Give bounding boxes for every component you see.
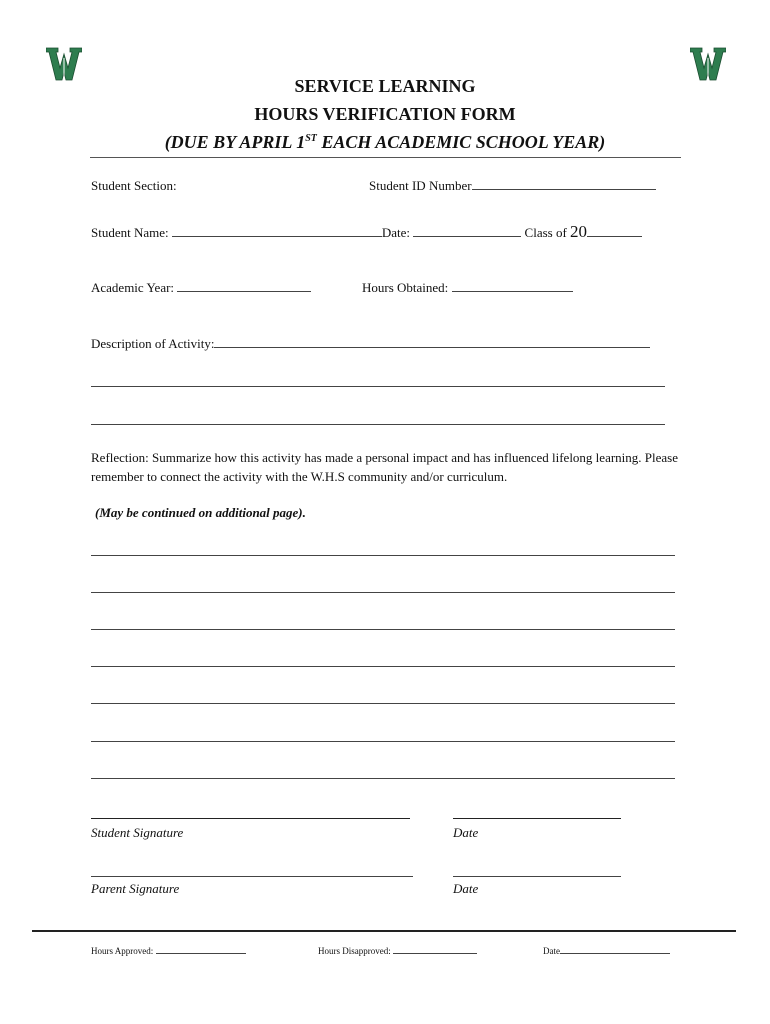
class-year-line[interactable] bbox=[587, 225, 642, 237]
description-line-2[interactable] bbox=[91, 386, 665, 387]
description-label: Description of Activity: bbox=[91, 336, 215, 351]
student-id-line[interactable] bbox=[472, 178, 656, 190]
student-date-line[interactable] bbox=[453, 818, 621, 819]
student-signature-line[interactable] bbox=[91, 818, 410, 819]
description-line-1[interactable] bbox=[214, 336, 650, 348]
student-signature-label: Student Signature bbox=[91, 825, 184, 840]
due-date-suffix: EACH ACADEMIC SCHOOL YEAR) bbox=[316, 132, 606, 152]
student-name-row bbox=[91, 222, 642, 242]
academic-year-line[interactable] bbox=[177, 280, 311, 292]
footer-date-line[interactable] bbox=[560, 945, 670, 954]
reflection-line-2[interactable] bbox=[91, 592, 675, 593]
reflection-line-4[interactable] bbox=[91, 666, 675, 667]
class-of-label: Class of bbox=[524, 225, 571, 240]
student-id-label: Student ID Number bbox=[369, 178, 472, 193]
class-year-prefix: 20 bbox=[570, 222, 588, 241]
parent-date-label: Date bbox=[453, 881, 479, 896]
date-line[interactable] bbox=[413, 225, 521, 237]
form-title-line2: HOURS VERIFICATION FORM bbox=[254, 104, 516, 124]
hours-approved-label: Hours Approved: bbox=[91, 946, 154, 956]
hours-disapproved-label: Hours Disapproved: bbox=[318, 946, 391, 956]
description-field bbox=[91, 336, 650, 352]
student-section-label: Student Section: bbox=[91, 178, 177, 193]
hours-disapproved-line[interactable] bbox=[393, 945, 477, 954]
due-date-prefix: (DUE BY APRIL 1 bbox=[164, 132, 306, 152]
date-label: Date: bbox=[381, 225, 411, 240]
parent-date-line[interactable] bbox=[453, 876, 621, 877]
hours-obtained-field bbox=[362, 280, 573, 296]
due-date-sup: ST bbox=[305, 133, 317, 144]
form-due-date bbox=[0, 132, 770, 153]
footer-date-label: Date bbox=[543, 946, 560, 956]
reflection-instructions: Reflection: Summarize how this activity has made a personal impact and has influenced lifelong learning. Please remember to connect the activity with the W.H.S community and/or curriculum. bbox=[91, 450, 678, 484]
hours-disapproved-field bbox=[318, 945, 477, 956]
parent-signature-label: Parent Signature bbox=[91, 881, 180, 896]
title-divider bbox=[90, 157, 681, 158]
reflection-line-7[interactable] bbox=[91, 778, 675, 779]
description-line-3[interactable] bbox=[91, 424, 665, 425]
reflection-line-3[interactable] bbox=[91, 629, 675, 630]
hours-obtained-label: Hours Obtained: bbox=[362, 280, 449, 295]
parent-signature-line[interactable] bbox=[91, 876, 413, 877]
hours-approved-field bbox=[91, 945, 246, 956]
reflection-line-1[interactable] bbox=[91, 555, 675, 556]
reflection-line-6[interactable] bbox=[91, 741, 675, 742]
footer-date-field bbox=[543, 945, 670, 956]
hours-approved-line[interactable] bbox=[156, 945, 246, 954]
student-id-field[interactable] bbox=[369, 178, 656, 194]
student-date-label: Date bbox=[453, 825, 479, 840]
student-name-label: Student Name: bbox=[91, 225, 169, 240]
form-title-line1: SERVICE LEARNING bbox=[294, 76, 476, 96]
student-name-line[interactable] bbox=[172, 225, 382, 237]
reflection-note: (May be continued on additional page). bbox=[95, 505, 306, 520]
reflection-line-5[interactable] bbox=[91, 703, 675, 704]
hours-obtained-line[interactable] bbox=[452, 280, 573, 292]
footer-divider bbox=[32, 930, 736, 932]
academic-year-label: Academic Year: bbox=[91, 280, 175, 295]
academic-year-field bbox=[91, 280, 311, 296]
